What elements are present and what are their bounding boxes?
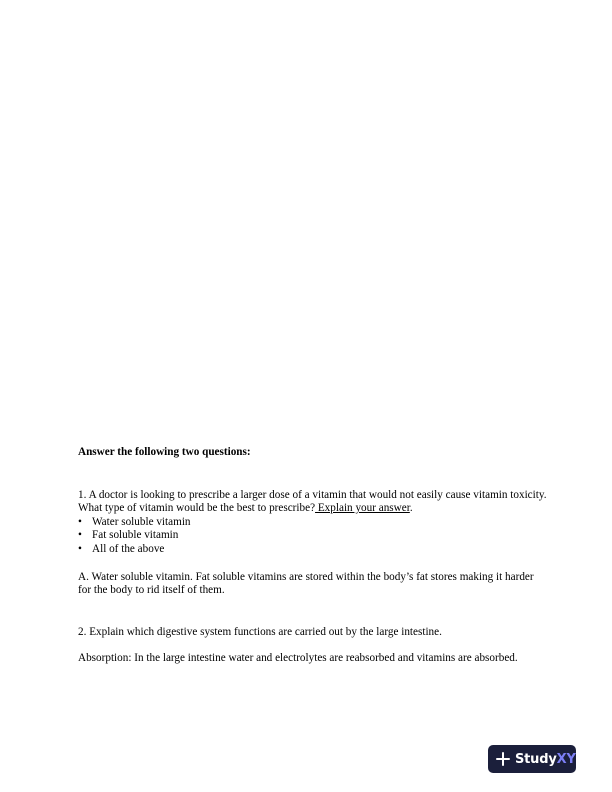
- question-1: [78, 489, 548, 598]
- question-1-prompt: 1. A doctor is looking to prescribe a larger dose of a vitamin that would not easily cause vitamin toxicity. What type of vitamin would be the best to prescribe?: [78, 488, 547, 515]
- option-label: Fat soluble vitamin: [92, 529, 179, 542]
- question-2-answer: Absorption: In the large intestine water and electrolytes are reabsorbed and vitamins are absorbed.: [78, 652, 518, 665]
- document-body: [78, 446, 548, 666]
- question-2: [78, 626, 548, 666]
- question-1-text: [78, 489, 548, 516]
- option-item: [78, 529, 548, 543]
- brand-name-xy: XY: [556, 751, 576, 767]
- option-label: Water soluble vitamin: [92, 515, 191, 528]
- question-1-options: [78, 516, 548, 557]
- question-2-text: 2. Explain which digestive system functions are carried out by the large intestine.: [78, 625, 442, 638]
- bullet-icon: •: [78, 515, 82, 528]
- option-item: [78, 516, 548, 530]
- question-1-instruction: Explain your answer: [315, 502, 410, 515]
- bullet-icon: •: [78, 542, 82, 555]
- plus-icon: [496, 752, 510, 766]
- bullet-icon: •: [78, 529, 82, 542]
- question-1-period: .: [409, 502, 413, 515]
- heading: Answer the following two questions:: [78, 446, 251, 458]
- option-item: [78, 543, 548, 557]
- brand-name: [515, 752, 576, 767]
- studyxy-logo[interactable]: [488, 745, 576, 773]
- brand-name-study: Study: [515, 751, 557, 767]
- question-1-answer: A. Water soluble vitamin. Fat soluble vitamins are stored within the body’s fat stores making it harder for the body to rid itself of them.: [78, 570, 534, 597]
- option-label: All of the above: [92, 542, 165, 555]
